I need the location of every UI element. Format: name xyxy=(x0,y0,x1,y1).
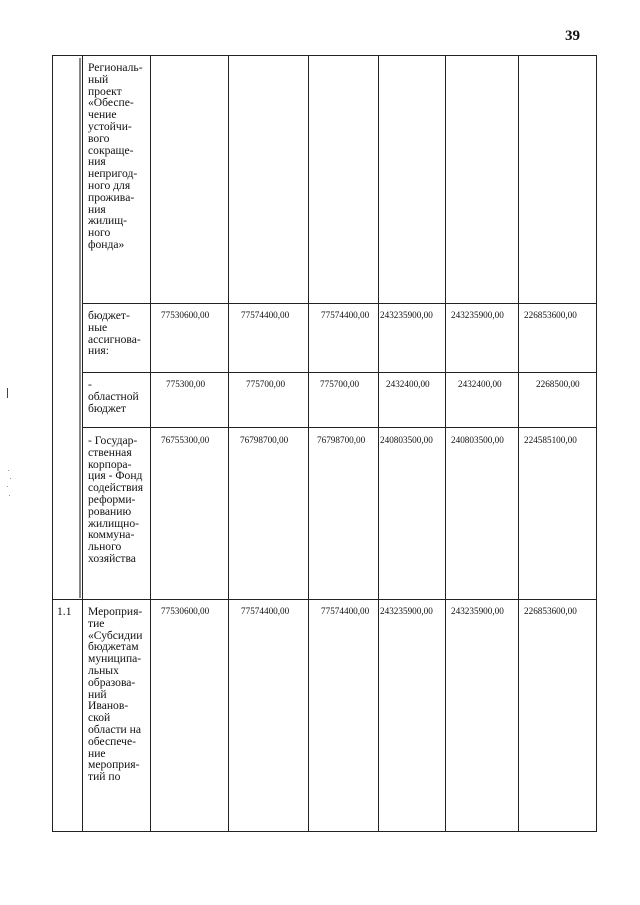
cell-value: 243235900,00 xyxy=(380,310,433,320)
table-top-border xyxy=(52,55,597,56)
row-label-measure-subsidies: Мероприя- тие «Субсидии бюджетам муниципа- льных образова- ний Иванов- ской области на обеспече- ние мероприя- тий по xyxy=(88,605,143,784)
cell-value: 775700,00 xyxy=(320,379,360,389)
cell-value: 76798700,00 xyxy=(240,435,289,445)
table-row xyxy=(88,310,148,357)
row-label-state-corporation: - Государ- ственная корпора- ция - Фонд содействия реформи- рованию жилищно- коммуна- льного хозяйства xyxy=(88,434,144,565)
cell-value: 76755300,00 xyxy=(161,435,210,445)
table-right-border xyxy=(596,55,597,832)
row-divider xyxy=(82,303,597,304)
row-divider xyxy=(82,427,597,428)
cell-value: 243235900,00 xyxy=(451,310,504,320)
row-label-regional-budget: - областной бюджет xyxy=(88,378,139,415)
cell-value: 77574400,00 xyxy=(321,606,370,616)
row-divider xyxy=(82,372,597,373)
scan-shadow xyxy=(79,58,81,598)
cell-value: 2432400,00 xyxy=(458,379,502,389)
scan-speck xyxy=(9,495,10,496)
table-row xyxy=(88,62,148,251)
table-bottom-border xyxy=(52,831,597,832)
cell-value: 226853600,00 xyxy=(524,606,577,616)
column-divider xyxy=(518,55,519,832)
table-row xyxy=(88,435,148,565)
column-divider xyxy=(308,55,309,832)
cell-value: 243235900,00 xyxy=(451,606,504,616)
row-index: 1.1 xyxy=(57,605,72,618)
row-label-budget-allocations: бюджет- ные ассигнова- ния: xyxy=(88,309,141,358)
cell-value: 775300,00 xyxy=(166,379,206,389)
column-divider xyxy=(82,55,83,832)
cell-value: 77574400,00 xyxy=(321,310,370,320)
column-divider xyxy=(150,55,151,832)
cell-value: 240803500,00 xyxy=(451,435,504,445)
table-left-border xyxy=(52,55,53,832)
scan-speck xyxy=(10,478,11,479)
scan-speck xyxy=(7,486,8,487)
cell-value: 2268500,00 xyxy=(536,379,580,389)
cell-value: 775700,00 xyxy=(246,379,286,389)
cell-value: 76798700,00 xyxy=(317,435,366,445)
cell-value: 243235900,00 xyxy=(380,606,433,616)
row-label-regional-project: Региональ- ный проект «Обеспе- чение устойчи- вого сокраще- ния непригод- ного для проживa- ния жилищ- ного фонда» xyxy=(88,61,143,251)
cell-value: 77574400,00 xyxy=(241,606,290,616)
cell-value: 2432400,00 xyxy=(386,379,430,389)
cell-value: 77530600,00 xyxy=(161,310,210,320)
scan-mark xyxy=(7,388,8,398)
column-divider xyxy=(228,55,229,832)
column-divider xyxy=(378,55,379,832)
column-divider xyxy=(445,55,446,832)
table-row xyxy=(88,379,148,414)
page-number: 39 xyxy=(565,28,580,44)
cell-value: 77530600,00 xyxy=(161,606,210,616)
cell-value: 224585100,00 xyxy=(524,435,577,445)
cell-value: 240803500,00 xyxy=(380,435,433,445)
cell-value: 226853600,00 xyxy=(524,310,577,320)
scan-speck xyxy=(8,470,9,471)
cell-value: 77574400,00 xyxy=(241,310,290,320)
row-divider xyxy=(52,599,597,600)
table-row xyxy=(88,606,148,783)
